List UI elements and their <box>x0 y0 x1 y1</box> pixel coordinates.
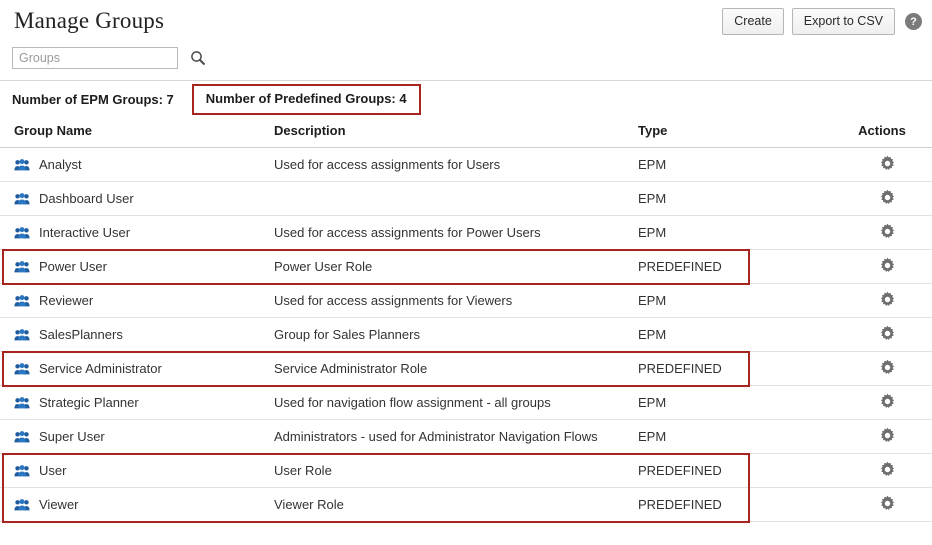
header-actions <box>722 8 922 35</box>
cell-type: EPM <box>638 148 818 182</box>
column-header-group-name[interactable]: Group Name <box>0 119 274 148</box>
cell-actions[interactable] <box>818 148 932 182</box>
groups-table-body <box>0 148 932 522</box>
page-header <box>0 0 932 42</box>
cell-actions[interactable] <box>818 488 932 522</box>
cell-description: Group for Sales Planners <box>274 318 638 352</box>
cell-actions[interactable] <box>818 352 932 386</box>
export-to-csv-button[interactable]: Export to CSV <box>792 8 895 35</box>
cell-actions[interactable] <box>818 454 932 488</box>
cell-group-name <box>0 420 274 454</box>
group-name-label: Reviewer <box>39 293 94 308</box>
table-row[interactable] <box>0 352 932 386</box>
cell-description <box>274 182 638 216</box>
gear-icon[interactable] <box>879 427 896 444</box>
group-icon <box>14 362 30 376</box>
cell-actions[interactable] <box>818 386 932 420</box>
group-name-label: SalesPlanners <box>39 327 123 342</box>
group-name-label: Service Administrator <box>39 361 162 376</box>
gear-icon[interactable] <box>879 291 896 308</box>
cell-description: Power User Role <box>274 250 638 284</box>
table-header-row <box>0 119 932 148</box>
gear-icon[interactable] <box>879 155 896 172</box>
cell-actions[interactable] <box>818 318 932 352</box>
table-row[interactable] <box>0 488 932 522</box>
table-row[interactable] <box>0 318 932 352</box>
cell-type: PREDEFINED <box>638 454 818 488</box>
cell-group-name <box>0 250 274 284</box>
gear-icon[interactable] <box>879 359 896 376</box>
group-name-label: Dashboard User <box>39 191 134 206</box>
table-row[interactable] <box>0 454 932 488</box>
group-icon <box>14 226 30 240</box>
gear-icon[interactable] <box>879 393 896 410</box>
cell-actions[interactable] <box>818 182 932 216</box>
gear-icon[interactable] <box>879 325 896 342</box>
table-row[interactable] <box>0 216 932 250</box>
cell-type: EPM <box>638 284 818 318</box>
table-row[interactable] <box>0 182 932 216</box>
cell-type: PREDEFINED <box>638 488 818 522</box>
cell-actions[interactable] <box>818 250 932 284</box>
cell-description: Viewer Role <box>274 488 638 522</box>
group-icon <box>14 328 30 342</box>
group-icon <box>14 396 30 410</box>
cell-type: EPM <box>638 420 818 454</box>
cell-description: Administrators - used for Administrator Navigation Flows <box>274 420 638 454</box>
group-name-label: Analyst <box>39 157 82 172</box>
gear-icon[interactable] <box>879 461 896 478</box>
cell-description: Service Administrator Role <box>274 352 638 386</box>
cell-group-name <box>0 284 274 318</box>
group-icon <box>14 464 30 478</box>
cell-type: EPM <box>638 386 818 420</box>
table-row[interactable] <box>0 420 932 454</box>
group-name-label: Super User <box>39 429 105 444</box>
groups-table <box>0 119 932 522</box>
group-name-label: Strategic Planner <box>39 395 139 410</box>
cell-group-name <box>0 216 274 250</box>
cell-description: Used for access assignments for Viewers <box>274 284 638 318</box>
cell-type: EPM <box>638 182 818 216</box>
table-row[interactable] <box>0 148 932 182</box>
group-name-label: Interactive User <box>39 225 131 240</box>
cell-description: Used for navigation flow assignment - all groups <box>274 386 638 420</box>
search-row <box>0 42 932 74</box>
group-icon <box>14 260 30 274</box>
gear-icon[interactable] <box>879 495 896 512</box>
groups-table-head <box>0 119 932 148</box>
groups-table-wrap <box>0 119 932 522</box>
cell-type: EPM <box>638 216 818 250</box>
cell-type: EPM <box>638 318 818 352</box>
predefined-groups-count: Number of Predefined Groups: 4 <box>192 84 421 115</box>
cell-group-name <box>0 148 274 182</box>
cell-group-name <box>0 454 274 488</box>
cell-description: Used for access assignments for Users <box>274 148 638 182</box>
create-button[interactable]: Create <box>722 8 784 35</box>
cell-group-name <box>0 386 274 420</box>
gear-icon[interactable] <box>879 189 896 206</box>
gear-icon[interactable] <box>879 223 896 240</box>
search-icon[interactable] <box>188 48 208 68</box>
column-header-description[interactable]: Description <box>274 119 638 148</box>
help-icon[interactable]: ? <box>905 13 922 30</box>
cell-actions[interactable] <box>818 284 932 318</box>
cell-description: Used for access assignments for Power Users <box>274 216 638 250</box>
epm-groups-count: Number of EPM Groups: 7 <box>12 91 174 107</box>
cell-type: PREDEFINED <box>638 250 818 284</box>
group-name-label: Power User <box>39 259 107 274</box>
table-row[interactable] <box>0 284 932 318</box>
group-icon <box>14 192 30 206</box>
cell-description: User Role <box>274 454 638 488</box>
table-row[interactable] <box>0 250 932 284</box>
cell-type: PREDEFINED <box>638 352 818 386</box>
group-icon <box>14 498 30 512</box>
column-header-actions: Actions <box>818 119 932 148</box>
cell-actions[interactable] <box>818 216 932 250</box>
group-name-label: User <box>39 463 67 478</box>
group-icon <box>14 158 30 172</box>
cell-group-name <box>0 488 274 522</box>
search-input[interactable] <box>12 47 178 69</box>
group-counts <box>0 81 932 117</box>
page-title: Manage Groups <box>14 8 165 33</box>
group-icon <box>14 430 30 444</box>
group-name-label: Viewer <box>39 497 79 512</box>
cell-group-name <box>0 318 274 352</box>
cell-group-name <box>0 352 274 386</box>
column-header-type[interactable]: Type <box>638 119 818 148</box>
cell-group-name <box>0 182 274 216</box>
gear-icon[interactable] <box>879 257 896 274</box>
cell-actions[interactable] <box>818 420 932 454</box>
group-icon <box>14 294 30 308</box>
table-row[interactable] <box>0 386 932 420</box>
